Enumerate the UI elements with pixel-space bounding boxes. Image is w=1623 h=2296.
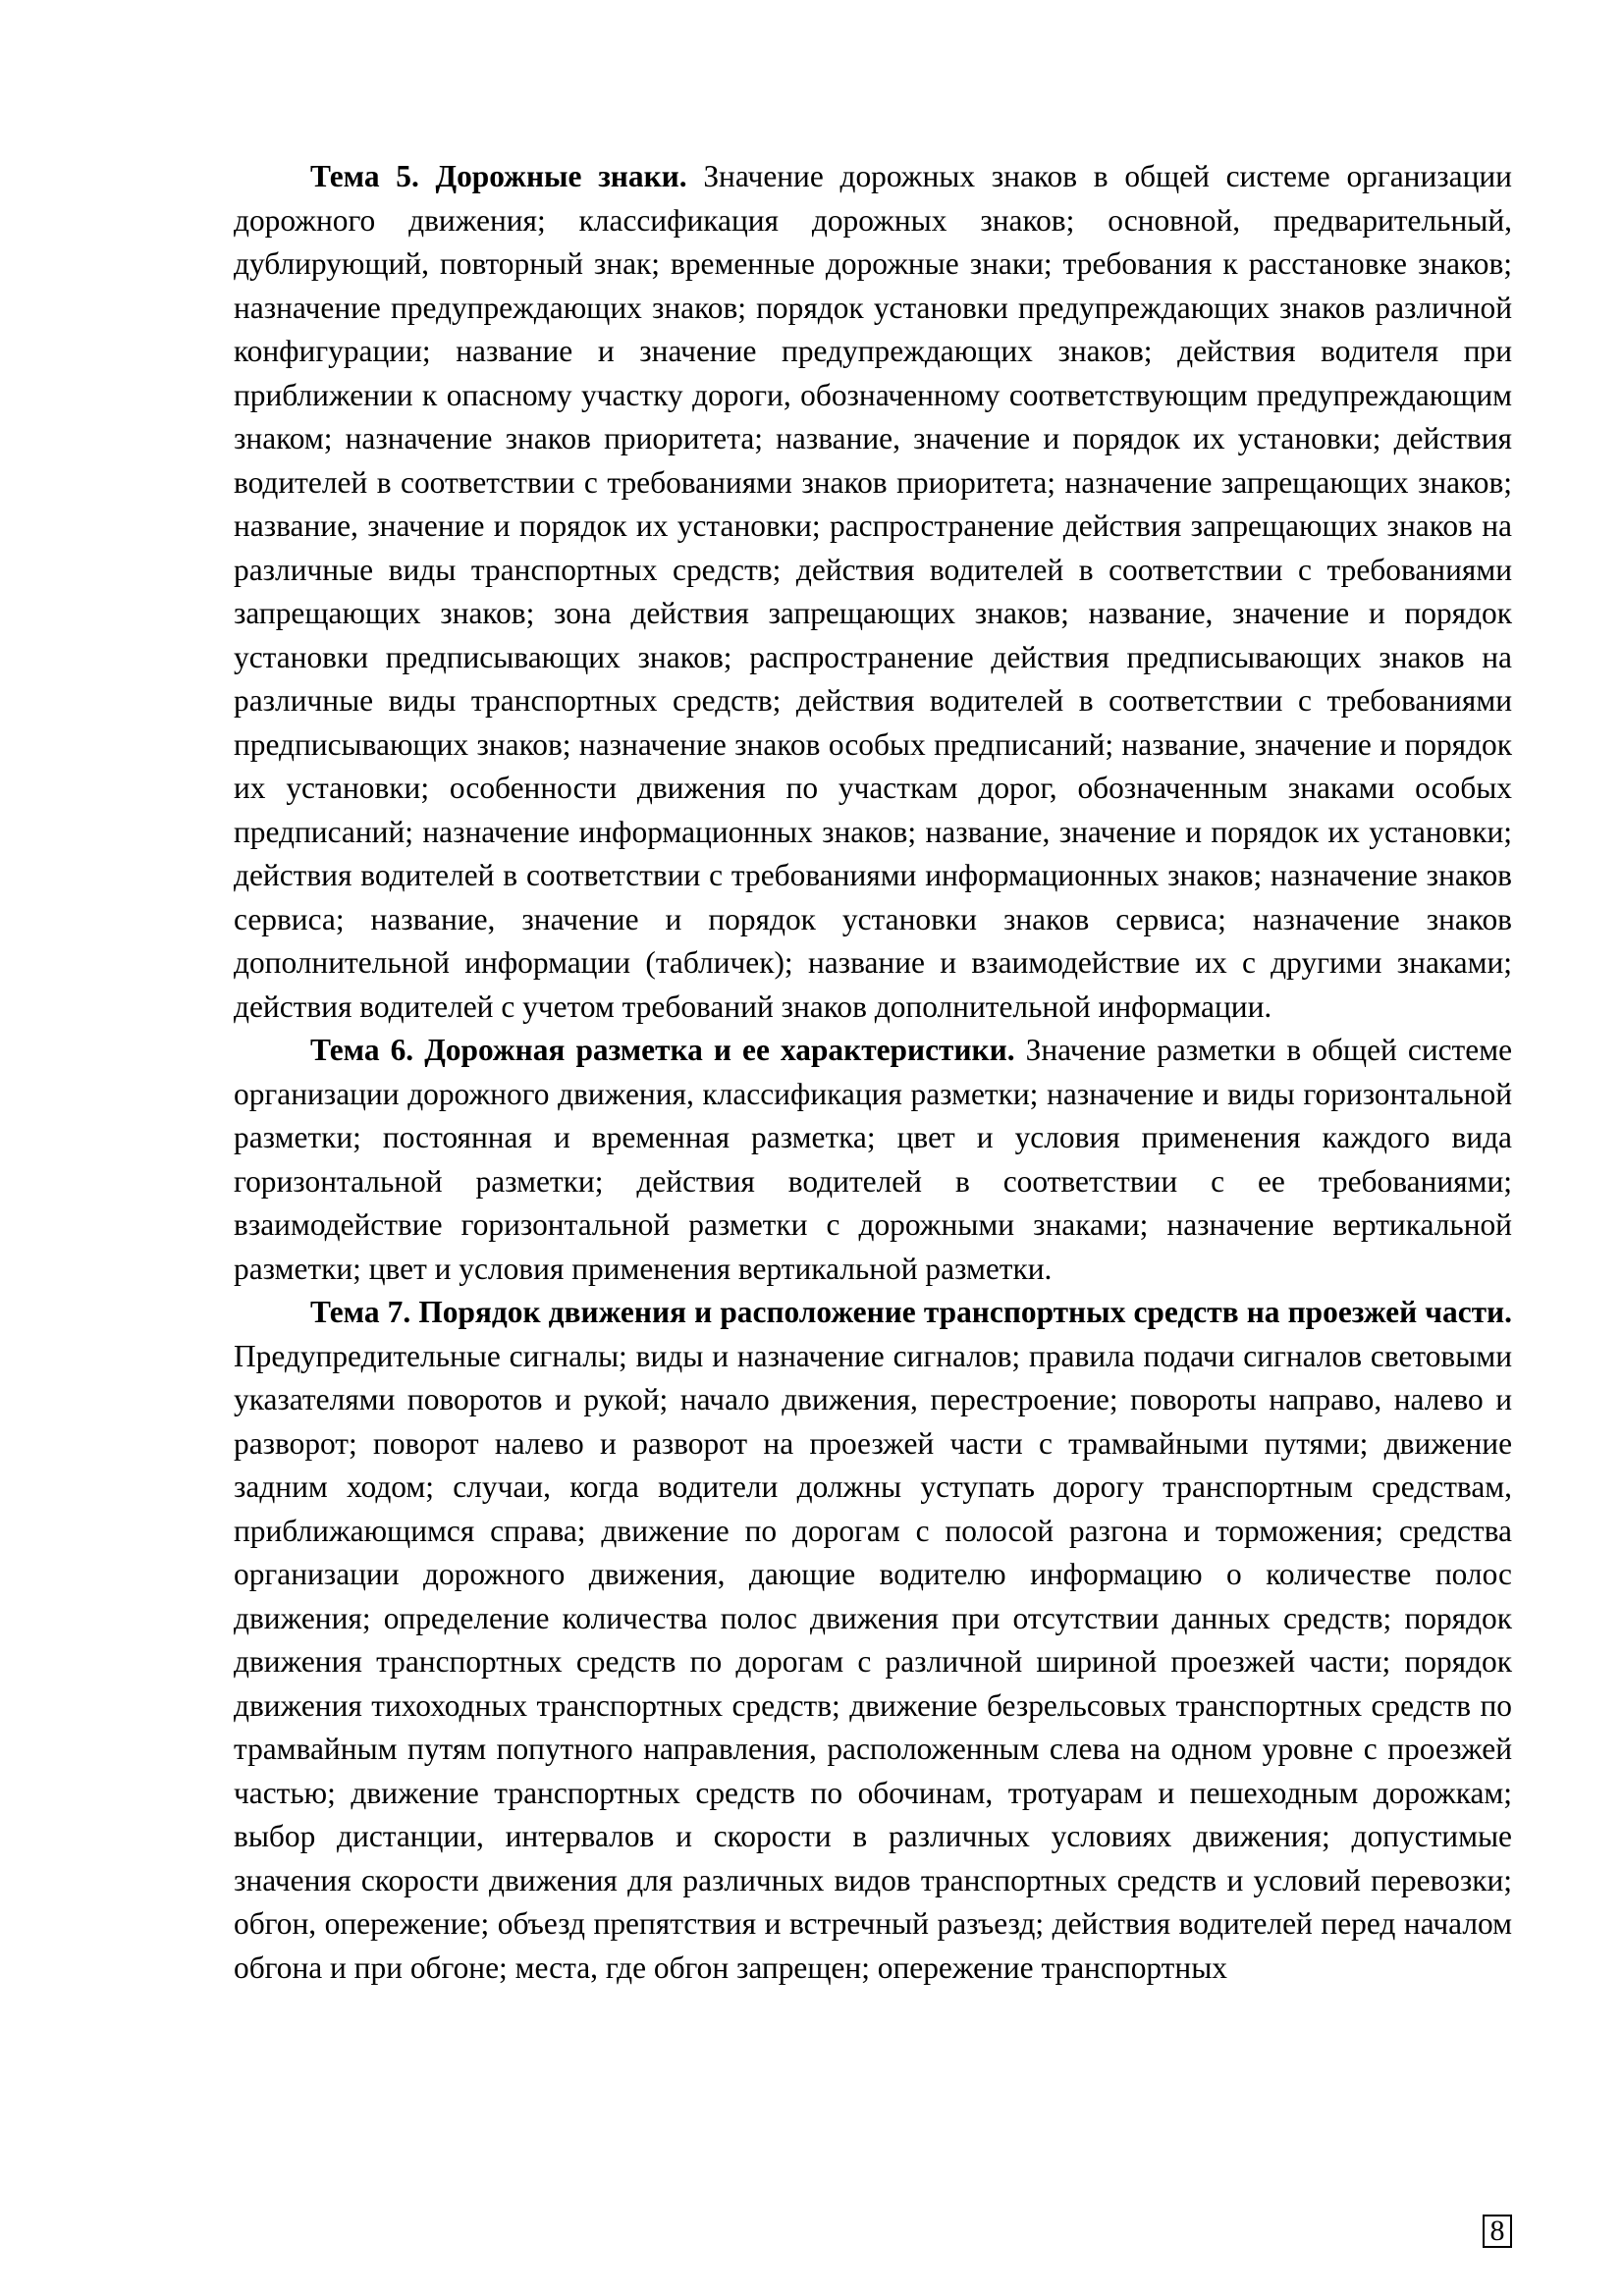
topic-7-body: Предупредительные сигналы; виды и назначение сигналов; правила подачи сигналов световыми указателями поворотов и рукой; начало движения, перестроение; повороты направо, налево и разворот; поворот налево и разворот на проезжей части с трамвайными путями; движение задним ходом; случаи, когда водители должны уступать дорогу транспортным средствам, приближающимся справа; движение по дорогам с полосой разгона и торможения; средства организации дорожного движения, дающие водителю информацию о количестве полос движения; определение количества полос движения при отсутствии данных средств; порядок движения транспортных средств по дорогам с различной шириной проезжей части; порядок движения тихоходных транспортных средств; движение безрельсовых транспортных средств по трамвайным путям попутного направления, расположенным слева на одном уровне с проезжей частью; движение транспортных средств по обочинам, тротуарам и пешеходным дорожкам; выбор дистанции, интервалов и скорости в различных условиях движения; допустимые значения скорости движения для различных видов транспортных средств и условий перевозки; обгон, опережение; объезд препятствия и встречный разъезд; действия водителей перед началом обгона и при обгоне; места, где обгон запрещен; опережение транспортных: [234, 1338, 1512, 1985]
topic-7-title: Тема 7. Порядок движения и расположение транспортных средств на проезжей части.: [310, 1295, 1512, 1329]
topic-5-title: Тема 5. Дорожные знаки.: [310, 159, 687, 193]
topic-7-paragraph: [234, 1291, 1512, 1990]
topic-5-paragraph: [234, 155, 1512, 1029]
topic-6-paragraph: [234, 1029, 1512, 1291]
topic-6-body: Значение разметки в общей системе организации дорожного движения, классификация разметки; назначение и виды горизонтальной разметки; постоянная и временная разметка; цвет и условия применения каждого вида горизонтальной разметки; действия водителей в соответствии с ее требованиями; взаимодействие горизонтальной разметки с дорожными знаками; назначение вертикальной разметки; цвет и условия применения вертикальной разметки.: [234, 1033, 1512, 1286]
topic-6-title: Тема 6. Дорожная разметка и ее характеристики.: [310, 1033, 1015, 1067]
page-content: [234, 155, 1512, 1990]
page-number: 8: [1483, 2215, 1512, 2248]
topic-5-body: Значение дорожных знаков в общей системе организации дорожного движения; классификация дорожных знаков; основной, предварительный, дублирующий, повторный знак; временные дорожные знаки; требования к расстановке знаков; назначение предупреждающих знаков; порядок установки предупреждающих знаков различной конфигурации; название и значение предупреждающих знаков; действия водителя при приближении к опасному участку дороги, обозначенному соответствующим предупреждающим знаком; назначение знаков приоритета; название, значение и порядок их установки; действия водителей в соответствии с требованиями знаков приоритета; назначение запрещающих знаков; название, значение и порядок их установки; распространение действия запрещающих знаков на различные виды транспортных средств; действия водителей в соответствии с требованиями запрещающих знаков; зона действия запрещающих знаков; название, значение и порядок установки предписывающих знаков; распространение действия предписывающих знаков на различные виды транспортных средств; действия водителей в соответствии с требованиями предписывающих знаков; назначение знаков особых предписаний; название, значение и порядок их установки; особенности движения по участкам дорог, обозначенным знаками особых предписаний; назначение информационных знаков; название, значение и порядок их установки; действия водителей в соответствии с требованиями информационных знаков; назначение знаков сервиса; название, значение и порядок установки знаков сервиса; назначение знаков дополнительной информации (табличек); название и взаимодействие их с другими знаками; действия водителей с учетом требований знаков дополнительной информации.: [234, 159, 1512, 1024]
